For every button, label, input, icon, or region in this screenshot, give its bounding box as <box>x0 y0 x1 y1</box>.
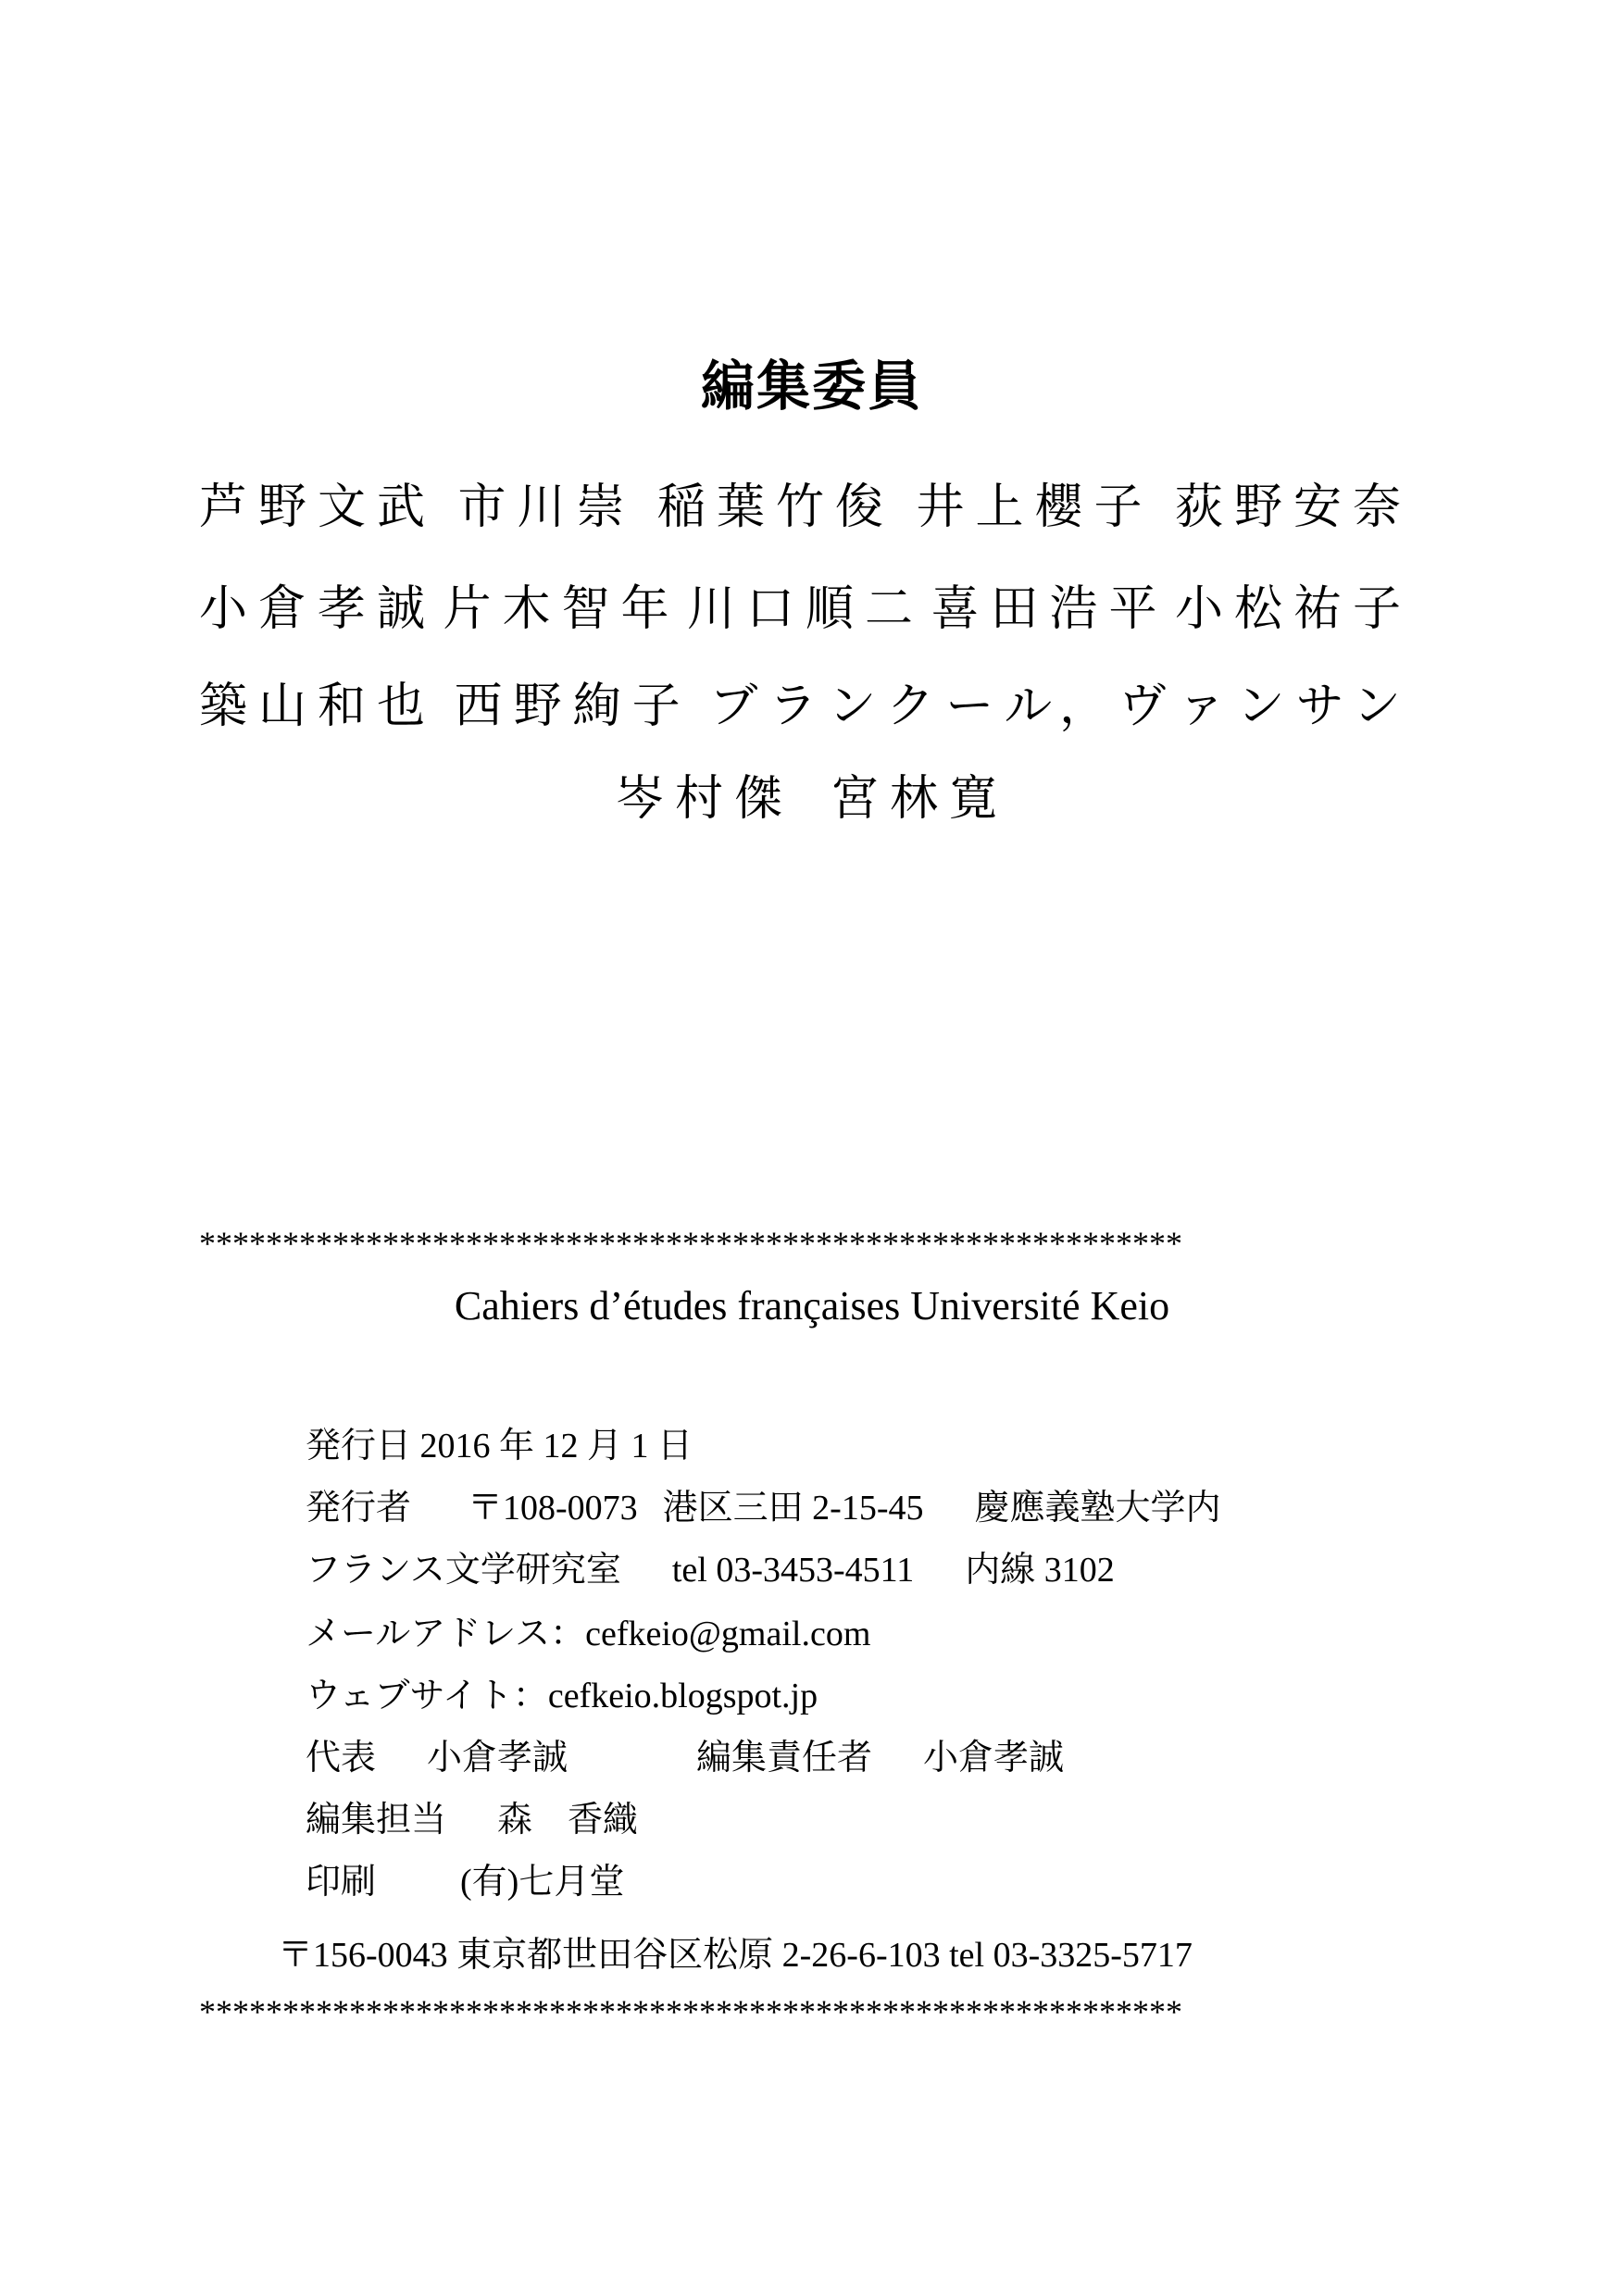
editor-line <box>306 1790 638 1841</box>
member-name: 岑村傑 <box>615 771 793 827</box>
member-name: 片木智年 <box>443 581 681 637</box>
editorial-members-row-3 <box>199 667 1412 736</box>
member-name: 小松祐子 <box>1174 581 1412 637</box>
chief-editor-name: 小倉孝誠 <box>923 1739 1065 1777</box>
email-label: メールアドレス： <box>306 1615 586 1653</box>
member-name: 井上櫻子 <box>916 480 1154 535</box>
telephone: tel 03-3453-4511 <box>671 1551 915 1590</box>
publisher-line <box>306 1478 1221 1529</box>
member-name: 川口順二 <box>686 581 924 637</box>
printer-name: (有)七月堂 <box>460 1863 625 1902</box>
department-line <box>306 1540 1115 1591</box>
website-label: ウェブサイト： <box>306 1677 548 1715</box>
issue-date-value: 2016 年 12 月 1 日 <box>419 1427 693 1466</box>
member-name: 西野絢子 <box>454 679 692 734</box>
editor-label: 編集担当 <box>306 1801 447 1840</box>
publisher-institution: 慶應義塾大学内 <box>974 1489 1221 1528</box>
page-title: 編集委員 <box>700 355 923 418</box>
journal-title: Cahiers d’études françaises Université Keio <box>454 1283 1170 1328</box>
editorial-members-row-1 <box>199 468 1412 537</box>
email-address[interactable]: cefkeio@gmail.com <box>585 1615 871 1653</box>
website-url[interactable]: cefkeio.blogspot.jp <box>547 1677 818 1715</box>
printer-address: 〒156-0043 東京都世田谷区松原 2-26-6-103 tel 03-3325-5717 <box>278 1936 1193 1975</box>
editor-name: 森 香織 <box>497 1801 639 1840</box>
representative-label: 代表 <box>306 1739 377 1777</box>
member-name: 小倉孝誠 <box>199 581 437 637</box>
editorial-members-row-4 <box>0 759 1624 829</box>
printer-label: 印刷 <box>306 1863 377 1902</box>
publisher-postal-code: 〒108-0073 <box>468 1489 638 1528</box>
issue-date-line <box>306 1416 693 1467</box>
chief-editor-label: 編集責任者 <box>696 1739 873 1777</box>
issue-date-label: 発行日 <box>306 1427 412 1466</box>
representative-name: 小倉孝誠 <box>427 1739 568 1777</box>
representative-line <box>306 1728 1064 1779</box>
extension: 内線 3102 <box>965 1551 1115 1590</box>
separator-top: *********************************************************** <box>199 1227 1182 1260</box>
publisher-address: 港区三田 2-15-45 <box>662 1489 924 1528</box>
printer-address-line <box>278 1926 1193 1977</box>
printer-line <box>306 1852 624 1903</box>
member-name: 芦野文武 <box>199 480 437 535</box>
member-name: 荻野安奈 <box>1174 480 1412 535</box>
member-name: ブランクール，ヴァンサン <box>709 679 1412 734</box>
website-line <box>306 1666 818 1717</box>
email-line <box>306 1604 870 1655</box>
member-name: 稲葉竹俊 <box>656 480 894 535</box>
member-name: 喜田浩平 <box>931 581 1168 637</box>
publisher-label: 発行者 <box>306 1489 412 1528</box>
member-name: 宮林寛 <box>831 771 1009 827</box>
separator-bottom: *********************************************************** <box>199 1995 1182 2028</box>
member-name: 市川崇 <box>457 480 636 535</box>
editorial-members-row-2 <box>199 569 1412 639</box>
member-name: 築山和也 <box>199 679 437 734</box>
department-name: フランス文学研究室 <box>306 1551 621 1590</box>
